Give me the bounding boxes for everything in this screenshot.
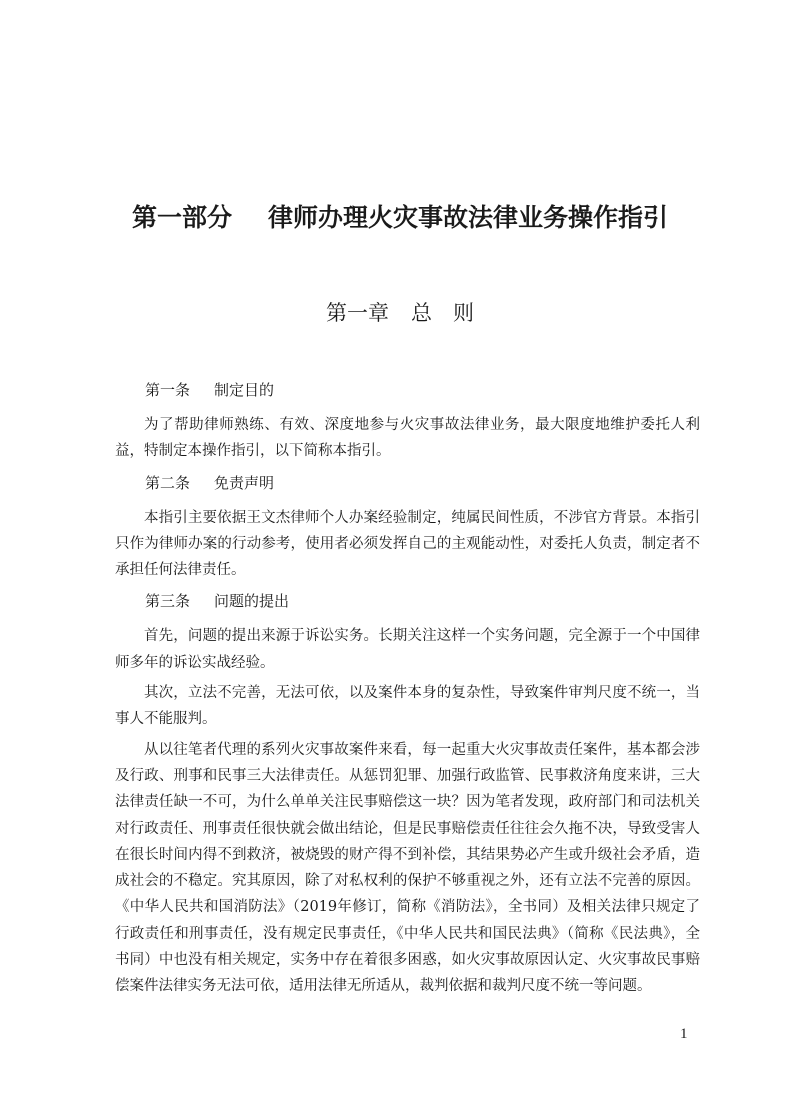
paragraph: 其次，立法不完善，无法可依，以及案件本身的复杂性，导致案件审判尺度不统一，当事人不能服判。 (115, 685, 700, 728)
paragraph: 本指引主要依据王文杰律师个人办案经验制定，纯属民间性质，不涉官方背景。本指引只作为律师办案的行动参考，使用者必须发挥自己的主观能动性，对委托人负责，制定者不承担任何法律责任。 (115, 509, 700, 579)
article-heading (115, 589, 700, 613)
article-1 (115, 378, 700, 465)
article-number: 第三条 (145, 592, 191, 611)
paragraph: 从以往笔者代理的系列火灾事故案件来看，每一起重大火灾事故责任案件，基本都会涉及行政、刑事和民事三大法律责任。从惩罚犯罪、加强行政监管、民事救济角度来讲，三大法律责任缺一不可，为什么单单关注民事赔偿这一块？因为笔者发现，政府部门和司法机关对行政责任、刑事责任很快就会做出结论，但是民事赔偿责任往往会久拖不决，导致受害人在很长时间内得不到救济，被烧毁的财产得不到补偿，其结果势必产生或升级社会矛盾，造成社会的不稳定。究其原因，除了对私权利的保护不够重视之外，还有立法不完善的原因。《中华人民共和国消防法》（2019年修订，简称《消防法》，全书同）及相关法律只规定了行政责任和刑事责任，没有规定民事责任，《中华人民共和国民法典》（简称《民法典》，全书同）中也没有相关规定，实务中存在着很多困惑，如火灾事故原因认定、火灾事故民事赔偿案件法律实务无法可依，适用法律无所适从，裁判依据和裁判尺度不统一等问题。 (115, 741, 700, 995)
article-number: 第二条 (145, 473, 191, 492)
body-text (115, 372, 700, 1004)
article-title: 免责声明 (214, 473, 275, 492)
chapter-title (0, 296, 800, 330)
paragraph: 为了帮助律师熟练、有效、深度地参与火灾事故法律业务，最大限度地维护委托人利益，特制定本操作指引，以下简称本指引。 (115, 417, 700, 460)
article-number: 第一条 (145, 381, 191, 399)
article-heading (115, 471, 700, 495)
article-title: 制定目的 (214, 381, 275, 399)
chapter-label: 第一章 (326, 301, 389, 325)
chapter-title-text: 总 则 (411, 301, 474, 325)
article-2 (115, 471, 700, 584)
page-number: 1 (680, 1026, 688, 1042)
article-3 (115, 589, 700, 999)
article-title: 问题的提出 (214, 592, 290, 611)
part-title (0, 198, 800, 238)
paragraph: 首先，问题的提出来源于诉讼实务。长期关注这样一个实务问题，完全源于一个中国律师多年的诉讼实战经验。 (115, 628, 700, 671)
part-label: 第一部分 (131, 203, 232, 232)
article-heading (115, 378, 700, 402)
part-title-text: 律师办理火灾事故法律业务操作指引 (268, 203, 669, 232)
